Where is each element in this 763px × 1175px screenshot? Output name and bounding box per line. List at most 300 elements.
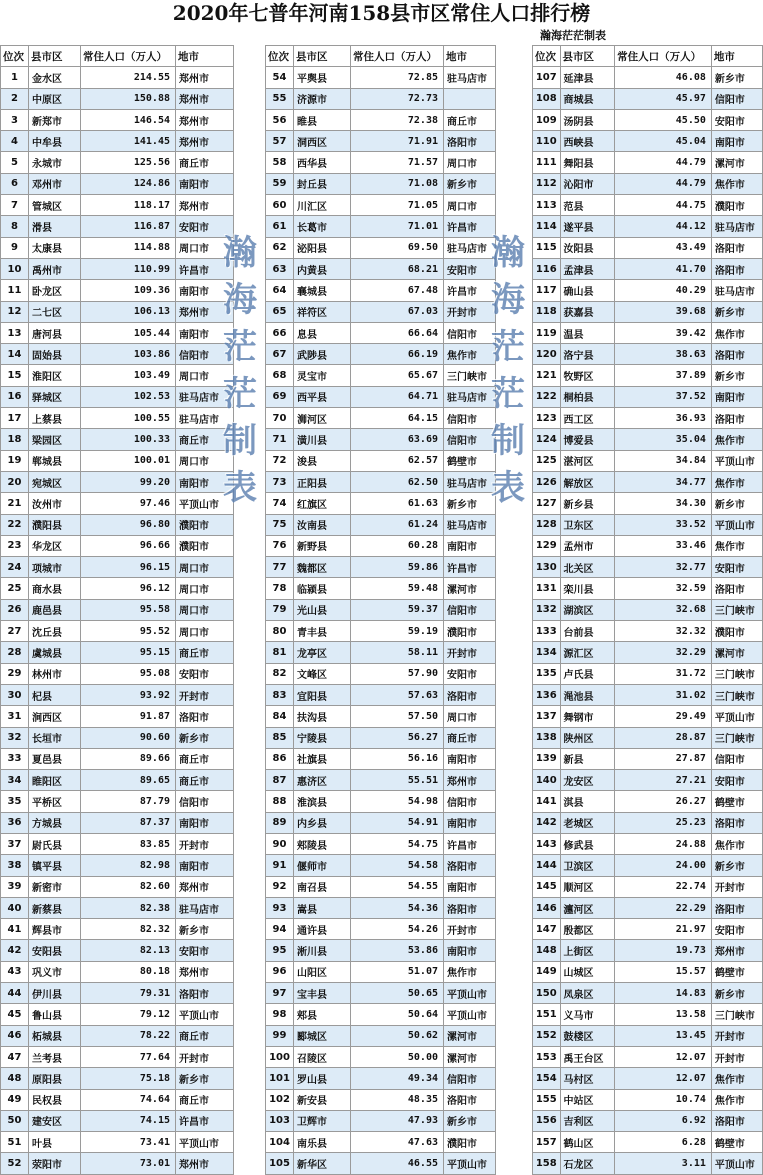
county-cell: 殷都区: [560, 919, 615, 940]
table-row: [266, 855, 496, 876]
population-cell: 56.27: [351, 727, 444, 748]
county-cell: 青丰县: [294, 621, 351, 642]
table-row: [1, 621, 234, 642]
county-cell: 唐河县: [29, 322, 81, 343]
county-cell: 金水区: [29, 67, 81, 88]
table-row: [266, 493, 496, 514]
table-row: [533, 748, 763, 769]
city-cell: 焦作市: [711, 322, 762, 343]
county-cell: 正阳县: [294, 471, 351, 492]
rank-cell: 64: [266, 280, 294, 301]
county-cell: 汝南县: [294, 514, 351, 535]
population-cell: 34.30: [615, 493, 712, 514]
city-cell: 平顶山市: [176, 1004, 234, 1025]
city-cell: 周口市: [444, 706, 496, 727]
county-cell: 辉县市: [29, 919, 81, 940]
city-cell: 安阳市: [444, 663, 496, 684]
table-row: [533, 386, 763, 407]
table-row: [533, 1068, 763, 1089]
county-cell: 修武县: [560, 833, 615, 854]
county-cell: 陕州区: [560, 727, 615, 748]
population-cell: 109.36: [81, 280, 176, 301]
population-cell: 32.32: [615, 621, 712, 642]
county-cell: 平舆县: [294, 67, 351, 88]
rank-cell: 10: [1, 258, 29, 279]
county-cell: 固始县: [29, 344, 81, 365]
county-cell: 梁园区: [29, 429, 81, 450]
county-cell: 宛城区: [29, 471, 81, 492]
city-cell: 郑州市: [176, 131, 234, 152]
city-cell: 濮阳市: [176, 535, 234, 556]
rank-cell: 96: [266, 961, 294, 982]
county-cell: 汝阳县: [560, 237, 615, 258]
table-row: [266, 131, 496, 152]
city-cell: 驻马店市: [444, 514, 496, 535]
table-row: [266, 1153, 496, 1174]
population-cell: 78.22: [81, 1025, 176, 1046]
table-row: [1, 961, 234, 982]
city-cell: 信阳市: [444, 1068, 496, 1089]
rank-cell: 27: [1, 621, 29, 642]
rank-cell: 127: [533, 493, 561, 514]
county-cell: 牧野区: [560, 365, 615, 386]
city-cell: 商丘市: [444, 727, 496, 748]
population-cell: 59.86: [351, 557, 444, 578]
population-cell: 44.75: [615, 195, 712, 216]
county-cell: 郾城区: [294, 1025, 351, 1046]
city-cell: 商丘市: [176, 642, 234, 663]
table-row: [533, 1153, 763, 1174]
population-cell: 51.07: [351, 961, 444, 982]
city-cell: 焦作市: [711, 429, 762, 450]
rank-cell: 112: [533, 173, 561, 194]
county-cell: 建安区: [29, 1110, 81, 1131]
city-cell: 商丘市: [176, 770, 234, 791]
table-row: [533, 280, 763, 301]
city-cell: 平顶山市: [444, 1153, 496, 1174]
rank-cell: 13: [1, 322, 29, 343]
table-row: [266, 471, 496, 492]
table-row: [266, 450, 496, 471]
table-row: [266, 961, 496, 982]
table-row: [266, 684, 496, 705]
table-row: [533, 152, 763, 173]
table-row: [533, 514, 763, 535]
rank-cell: 75: [266, 514, 294, 535]
ranking-table-2: [265, 45, 496, 1175]
city-cell: 信阳市: [176, 791, 234, 812]
city-cell: 驻马店市: [176, 386, 234, 407]
county-cell: 郏县: [294, 1004, 351, 1025]
table-row: [1, 642, 234, 663]
population-cell: 99.20: [81, 471, 176, 492]
city-cell: 商丘市: [176, 748, 234, 769]
table-row: [1, 301, 234, 322]
county-cell: 确山县: [560, 280, 615, 301]
city-cell: 信阳市: [444, 791, 496, 812]
population-cell: 82.38: [81, 897, 176, 918]
county-cell: 夏邑县: [29, 748, 81, 769]
column-header: 位次: [1, 46, 29, 67]
population-cell: 118.17: [81, 195, 176, 216]
city-cell: 新乡市: [444, 173, 496, 194]
city-cell: 郑州市: [176, 301, 234, 322]
table-row: [1, 684, 234, 705]
rank-cell: 84: [266, 706, 294, 727]
county-cell: 鼓楼区: [560, 1025, 615, 1046]
column-header: 地市: [711, 46, 762, 67]
table-row: [266, 216, 496, 237]
population-cell: 45.04: [615, 131, 712, 152]
county-cell: 民权县: [29, 1089, 81, 1110]
population-cell: 95.58: [81, 599, 176, 620]
table-row: [1, 557, 234, 578]
county-cell: 项城市: [29, 557, 81, 578]
rank-cell: 74: [266, 493, 294, 514]
rank-cell: 110: [533, 131, 561, 152]
county-cell: 淮滨县: [294, 791, 351, 812]
population-cell: 74.64: [81, 1089, 176, 1110]
rank-cell: 139: [533, 748, 561, 769]
population-cell: 54.55: [351, 876, 444, 897]
rank-cell: 95: [266, 940, 294, 961]
rank-cell: 108: [533, 88, 561, 109]
city-cell: 新乡市: [176, 1068, 234, 1089]
city-cell: 新乡市: [711, 301, 762, 322]
table-row: [533, 1132, 763, 1153]
rank-cell: 88: [266, 791, 294, 812]
county-cell: 台前县: [560, 621, 615, 642]
population-cell: 26.27: [615, 791, 712, 812]
population-cell: 125.56: [81, 152, 176, 173]
rank-cell: 92: [266, 876, 294, 897]
county-cell: 潢川县: [294, 429, 351, 450]
population-cell: 32.68: [615, 599, 712, 620]
table-row: [266, 621, 496, 642]
rank-cell: 154: [533, 1068, 561, 1089]
rank-cell: 6: [1, 173, 29, 194]
population-cell: 71.01: [351, 216, 444, 237]
county-cell: 荥阳市: [29, 1153, 81, 1174]
county-cell: 惠济区: [294, 770, 351, 791]
county-cell: 新县: [560, 748, 615, 769]
county-cell: 扶沟县: [294, 706, 351, 727]
table-row: [1, 983, 234, 1004]
population-cell: 33.52: [615, 514, 712, 535]
table-header-row: [266, 46, 496, 67]
city-cell: 驻马店市: [444, 237, 496, 258]
city-cell: 周口市: [176, 557, 234, 578]
city-cell: 南阳市: [176, 173, 234, 194]
table-row: [533, 706, 763, 727]
rank-cell: 104: [266, 1132, 294, 1153]
population-cell: 87.79: [81, 791, 176, 812]
population-cell: 71.05: [351, 195, 444, 216]
population-cell: 82.13: [81, 940, 176, 961]
population-cell: 54.98: [351, 791, 444, 812]
population-cell: 89.65: [81, 770, 176, 791]
rank-cell: 11: [1, 280, 29, 301]
county-cell: 内乡县: [294, 812, 351, 833]
county-cell: 浚县: [294, 450, 351, 471]
city-cell: 商丘市: [444, 109, 496, 130]
city-cell: 南阳市: [711, 386, 762, 407]
city-cell: 周口市: [176, 237, 234, 258]
population-cell: 71.57: [351, 152, 444, 173]
city-cell: 洛阳市: [711, 1110, 762, 1131]
city-cell: 信阳市: [444, 408, 496, 429]
rank-cell: 101: [266, 1068, 294, 1089]
table-row: [533, 940, 763, 961]
county-cell: 召陵区: [294, 1046, 351, 1067]
rank-cell: 45: [1, 1004, 29, 1025]
table-row: [1, 322, 234, 343]
rank-cell: 14: [1, 344, 29, 365]
county-cell: 湛河区: [560, 450, 615, 471]
population-cell: 64.15: [351, 408, 444, 429]
population-cell: 103.86: [81, 344, 176, 365]
city-cell: 三门峡市: [711, 599, 762, 620]
rank-cell: 86: [266, 748, 294, 769]
rank-cell: 3: [1, 109, 29, 130]
watermark-left: [220, 230, 260, 512]
county-cell: 淅川县: [294, 940, 351, 961]
city-cell: 洛阳市: [711, 408, 762, 429]
rank-cell: 70: [266, 408, 294, 429]
table-row: [266, 408, 496, 429]
city-cell: 洛阳市: [711, 812, 762, 833]
population-cell: 82.32: [81, 919, 176, 940]
table-row: [1, 748, 234, 769]
city-cell: 焦作市: [711, 173, 762, 194]
city-cell: 濮阳市: [444, 1132, 496, 1153]
rank-cell: 23: [1, 535, 29, 556]
population-cell: 66.64: [351, 322, 444, 343]
county-cell: 遂平县: [560, 216, 615, 237]
city-cell: 新乡市: [176, 919, 234, 940]
table-row: [266, 748, 496, 769]
city-cell: 南阳市: [444, 940, 496, 961]
city-cell: 周口市: [176, 578, 234, 599]
city-cell: 周口市: [176, 365, 234, 386]
table-row: [533, 471, 763, 492]
city-cell: 安阳市: [176, 663, 234, 684]
city-cell: 南阳市: [444, 876, 496, 897]
county-cell: 山城区: [560, 961, 615, 982]
county-cell: 社旗县: [294, 748, 351, 769]
county-cell: 中牟县: [29, 131, 81, 152]
table-row: [1, 919, 234, 940]
rank-cell: 2: [1, 88, 29, 109]
table-row: [533, 833, 763, 854]
city-cell: 许昌市: [444, 280, 496, 301]
population-cell: 47.93: [351, 1110, 444, 1131]
city-cell: 开封市: [711, 876, 762, 897]
rank-cell: 113: [533, 195, 561, 216]
table-row: [266, 1110, 496, 1131]
population-cell: 57.90: [351, 663, 444, 684]
city-cell: 焦作市: [711, 535, 762, 556]
population-cell: 12.07: [615, 1046, 712, 1067]
county-cell: 中站区: [560, 1089, 615, 1110]
city-cell: 三门峡市: [711, 727, 762, 748]
rank-cell: 33: [1, 748, 29, 769]
table-row: [266, 535, 496, 556]
population-cell: 100.33: [81, 429, 176, 450]
county-cell: 武陟县: [294, 344, 351, 365]
city-cell: 洛阳市: [176, 706, 234, 727]
rank-cell: 138: [533, 727, 561, 748]
county-cell: 西工区: [560, 408, 615, 429]
city-cell: 濮阳市: [711, 621, 762, 642]
rank-cell: 97: [266, 983, 294, 1004]
city-cell: 三门峡市: [711, 684, 762, 705]
county-cell: 温县: [560, 322, 615, 343]
population-cell: 37.89: [615, 365, 712, 386]
population-cell: 31.72: [615, 663, 712, 684]
population-cell: 110.99: [81, 258, 176, 279]
table-row: [1, 876, 234, 897]
county-cell: 睢县: [294, 109, 351, 130]
city-cell: 新乡市: [711, 67, 762, 88]
rank-cell: 91: [266, 855, 294, 876]
table-row: [1, 88, 234, 109]
county-cell: 吉利区: [560, 1110, 615, 1131]
population-cell: 46.55: [351, 1153, 444, 1174]
table-row: [266, 514, 496, 535]
table-row: [533, 961, 763, 982]
county-cell: 解放区: [560, 471, 615, 492]
rank-cell: 118: [533, 301, 561, 322]
table-row: [1, 1110, 234, 1131]
county-cell: 湖滨区: [560, 599, 615, 620]
city-cell: 驻马店市: [711, 216, 762, 237]
rank-cell: 65: [266, 301, 294, 322]
county-cell: 息县: [294, 322, 351, 343]
rank-cell: 68: [266, 365, 294, 386]
population-cell: 33.46: [615, 535, 712, 556]
rank-cell: 135: [533, 663, 561, 684]
city-cell: 漯河市: [444, 578, 496, 599]
county-cell: 桐柏县: [560, 386, 615, 407]
city-cell: 鹤壁市: [711, 1132, 762, 1153]
table-row: [533, 919, 763, 940]
population-cell: 29.49: [615, 706, 712, 727]
county-cell: 范县: [560, 195, 615, 216]
population-cell: 114.88: [81, 237, 176, 258]
rank-cell: 99: [266, 1025, 294, 1046]
county-cell: 巩义市: [29, 961, 81, 982]
county-cell: 沈丘县: [29, 621, 81, 642]
county-cell: 尉氏县: [29, 833, 81, 854]
population-cell: 22.29: [615, 897, 712, 918]
city-cell: 驻马店市: [176, 408, 234, 429]
rank-cell: 98: [266, 1004, 294, 1025]
city-cell: 驻马店市: [444, 386, 496, 407]
population-cell: 91.87: [81, 706, 176, 727]
city-cell: 周口市: [176, 599, 234, 620]
county-cell: 光山县: [294, 599, 351, 620]
city-cell: 洛阳市: [176, 983, 234, 1004]
rank-cell: 152: [533, 1025, 561, 1046]
rank-cell: 60: [266, 195, 294, 216]
table-row: [533, 131, 763, 152]
population-cell: 15.57: [615, 961, 712, 982]
city-cell: 焦作市: [444, 344, 496, 365]
table-row: [1, 535, 234, 556]
table-row: [533, 258, 763, 279]
rank-cell: 151: [533, 1004, 561, 1025]
city-cell: 南阳市: [176, 280, 234, 301]
watermark-char: 海: [223, 280, 257, 320]
county-cell: 柘城县: [29, 1025, 81, 1046]
rank-cell: 72: [266, 450, 294, 471]
table-row: [533, 67, 763, 88]
table-row: [533, 642, 763, 663]
rank-cell: 87: [266, 770, 294, 791]
page-title: 2020年七普年河南158县市区常住人口排行榜: [172, 1, 591, 25]
watermark-char: 表: [223, 468, 257, 508]
column-header: 位次: [266, 46, 294, 67]
rank-cell: 116: [533, 258, 561, 279]
population-cell: 62.57: [351, 450, 444, 471]
county-cell: 龙亭区: [294, 642, 351, 663]
county-cell: 兰考县: [29, 1046, 81, 1067]
table-row: [1, 1089, 234, 1110]
rank-cell: 123: [533, 408, 561, 429]
population-cell: 21.97: [615, 919, 712, 940]
table-row: [1, 663, 234, 684]
city-cell: 开封市: [711, 1046, 762, 1067]
population-cell: 56.16: [351, 748, 444, 769]
table-row: [266, 557, 496, 578]
rank-cell: 121: [533, 365, 561, 386]
table-row: [266, 770, 496, 791]
table-row: [533, 897, 763, 918]
county-cell: 灵宝市: [294, 365, 351, 386]
population-cell: 43.49: [615, 237, 712, 258]
table-row: [1, 450, 234, 471]
population-cell: 6.28: [615, 1132, 712, 1153]
population-cell: 24.88: [615, 833, 712, 854]
rank-cell: 29: [1, 663, 29, 684]
table-row: [533, 109, 763, 130]
city-cell: 信阳市: [711, 748, 762, 769]
watermark-char: 茫: [491, 327, 525, 367]
rank-cell: 20: [1, 471, 29, 492]
population-cell: 95.15: [81, 642, 176, 663]
table-row: [533, 1004, 763, 1025]
population-cell: 64.71: [351, 386, 444, 407]
rank-cell: 126: [533, 471, 561, 492]
city-cell: 商丘市: [176, 152, 234, 173]
rank-cell: 52: [1, 1153, 29, 1174]
county-cell: 义马市: [560, 1004, 615, 1025]
population-cell: 3.11: [615, 1153, 712, 1174]
watermark-char: 制: [223, 421, 257, 461]
population-cell: 80.18: [81, 961, 176, 982]
rank-cell: 19: [1, 450, 29, 471]
rank-cell: 49: [1, 1089, 29, 1110]
county-cell: 文峰区: [294, 663, 351, 684]
population-cell: 53.86: [351, 940, 444, 961]
population-cell: 100.55: [81, 408, 176, 429]
county-cell: 顺河区: [560, 876, 615, 897]
table-row: [533, 195, 763, 216]
county-cell: 祥符区: [294, 301, 351, 322]
table-row: [266, 919, 496, 940]
watermark-char: 茫: [223, 374, 257, 414]
